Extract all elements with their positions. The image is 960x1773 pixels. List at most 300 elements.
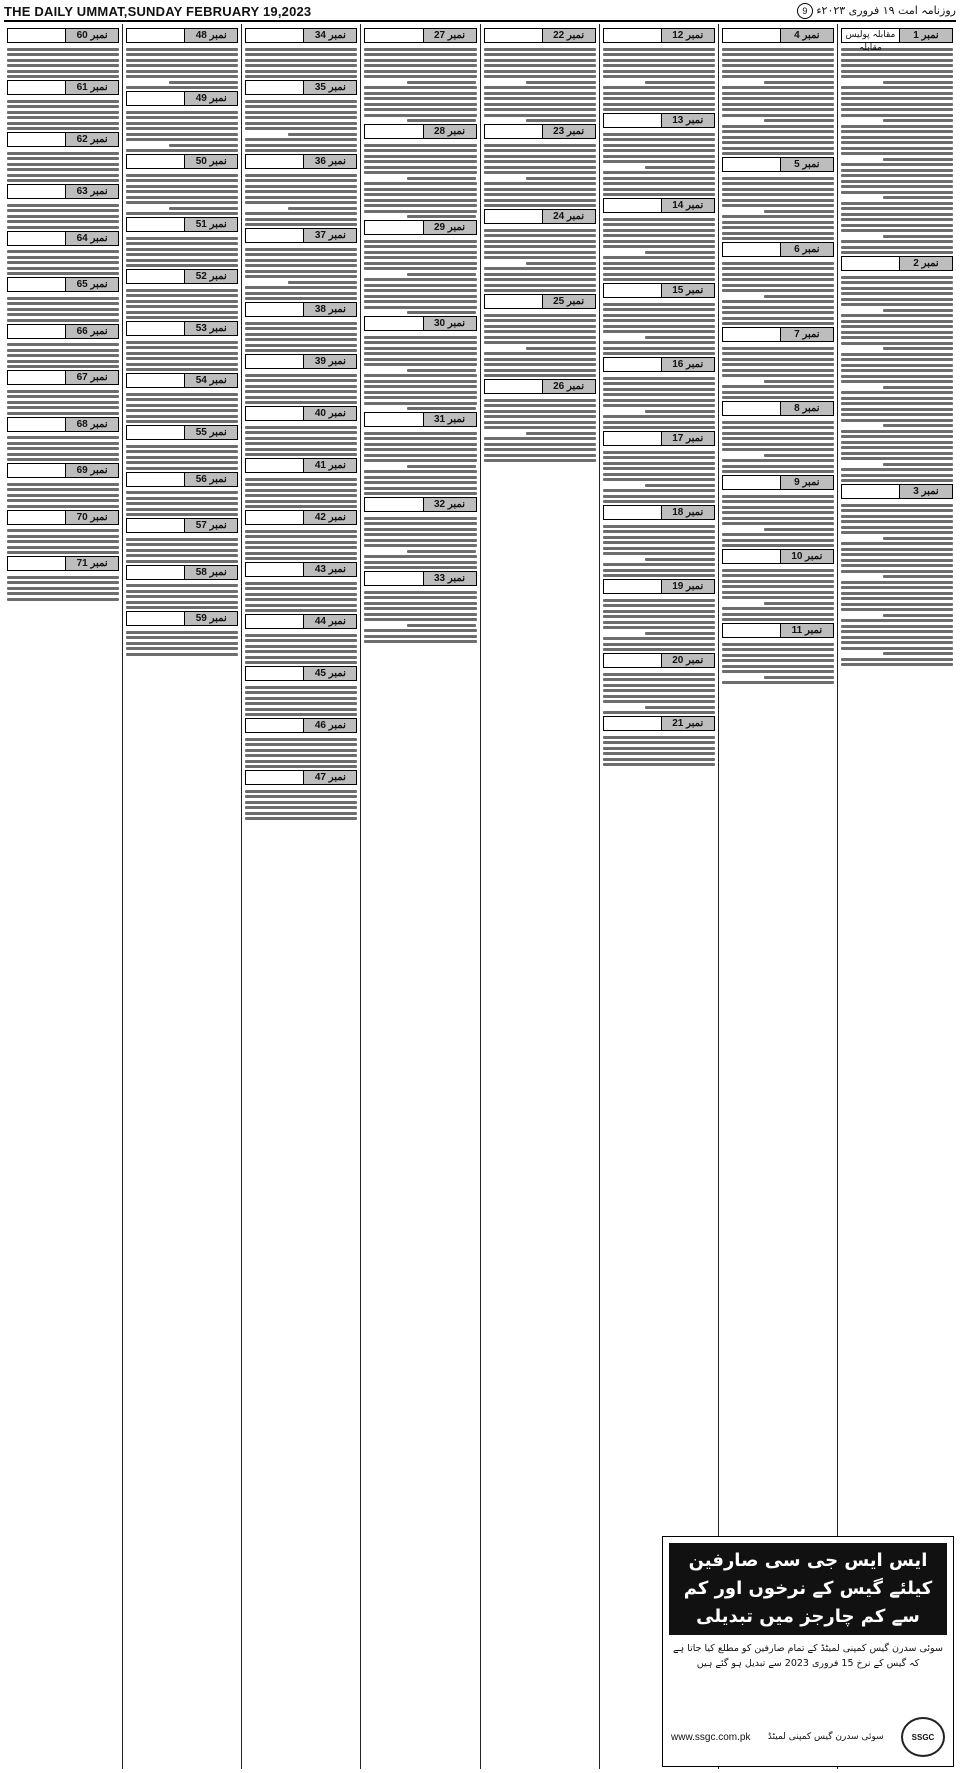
article-text bbox=[7, 248, 119, 276]
article-text bbox=[126, 390, 238, 423]
news-column bbox=[718, 24, 837, 1769]
section-title bbox=[723, 550, 780, 563]
article-text bbox=[126, 489, 238, 517]
section-header bbox=[364, 28, 476, 43]
news-column bbox=[480, 24, 599, 1769]
article-text bbox=[603, 130, 715, 196]
section-header bbox=[245, 666, 357, 681]
section-title bbox=[604, 199, 661, 212]
section-title bbox=[246, 563, 303, 576]
section-number: نمبر 32 bbox=[423, 498, 476, 511]
section-header bbox=[603, 198, 715, 213]
section-title bbox=[127, 270, 184, 283]
section-number: نمبر 71 bbox=[65, 557, 118, 570]
section-number: نمبر 47 bbox=[303, 771, 356, 784]
page-number-badge: 9 bbox=[797, 3, 813, 19]
article-text bbox=[126, 45, 238, 89]
section-number: نمبر 19 bbox=[661, 580, 714, 593]
section-number: نمبر 51 bbox=[184, 218, 237, 231]
section-header bbox=[722, 623, 834, 638]
article-text bbox=[722, 492, 834, 547]
section-title bbox=[127, 473, 184, 486]
article-text bbox=[245, 683, 357, 716]
article-text bbox=[126, 535, 238, 563]
section-number: نمبر 34 bbox=[303, 29, 356, 42]
article-text bbox=[603, 45, 715, 111]
section-title bbox=[8, 133, 65, 146]
article-text bbox=[364, 588, 476, 643]
section-number: نمبر 5 bbox=[780, 158, 833, 171]
section-header bbox=[7, 324, 119, 339]
section-header bbox=[126, 28, 238, 43]
article-text bbox=[603, 596, 715, 651]
section-header bbox=[603, 431, 715, 446]
section-number: نمبر 6 bbox=[780, 243, 833, 256]
section-title bbox=[485, 125, 542, 138]
section-number: نمبر 9 bbox=[780, 476, 833, 489]
section-title bbox=[8, 81, 65, 94]
section-number: نمبر 65 bbox=[65, 278, 118, 291]
section-number: نمبر 59 bbox=[184, 612, 237, 625]
article-text bbox=[245, 579, 357, 612]
section-title bbox=[723, 29, 780, 42]
section-title bbox=[723, 243, 780, 256]
article-text bbox=[126, 108, 238, 152]
section-number: نمبر 7 bbox=[780, 328, 833, 341]
ad-body-text: سوئی سدرن گیس کمپنی لمیٹڈ کے تمام صارفین کو مطلع کیا جاتا ہے کہ گیس کے نرخ 15 فروری 2023 سے تبدیل ہو گئے ہیں bbox=[673, 1643, 943, 1669]
section-header bbox=[126, 565, 238, 580]
section-header bbox=[722, 327, 834, 342]
section-header bbox=[126, 518, 238, 533]
article-text bbox=[364, 45, 476, 122]
section-number: نمبر 2 bbox=[899, 257, 952, 270]
section-number: نمبر 62 bbox=[65, 133, 118, 146]
article-text bbox=[7, 387, 119, 415]
section-title bbox=[127, 218, 184, 231]
section-title bbox=[365, 317, 422, 330]
article-text bbox=[245, 735, 357, 768]
article-text bbox=[245, 319, 357, 352]
section-number: نمبر 55 bbox=[184, 426, 237, 439]
section-header bbox=[603, 357, 715, 372]
section-header bbox=[841, 256, 953, 271]
section-number: نمبر 49 bbox=[184, 92, 237, 105]
section-header bbox=[245, 562, 357, 577]
section-header bbox=[722, 157, 834, 172]
section-number: نمبر 48 bbox=[184, 29, 237, 42]
section-number: نمبر 37 bbox=[303, 229, 356, 242]
section-header bbox=[603, 113, 715, 128]
section-title bbox=[723, 328, 780, 341]
news-column bbox=[360, 24, 479, 1769]
section-title bbox=[723, 476, 780, 489]
section-number: نمبر 36 bbox=[303, 155, 356, 168]
section-number: نمبر 15 bbox=[661, 284, 714, 297]
article-text bbox=[722, 45, 834, 155]
section-title bbox=[8, 511, 65, 524]
article-text bbox=[126, 171, 238, 215]
section-number: نمبر 33 bbox=[423, 572, 476, 585]
section-title bbox=[604, 580, 661, 593]
section-number: نمبر 41 bbox=[303, 459, 356, 472]
section-header bbox=[364, 220, 476, 235]
article-text bbox=[245, 45, 357, 78]
section-header bbox=[603, 28, 715, 43]
section-header bbox=[484, 28, 596, 43]
section-header bbox=[7, 556, 119, 571]
section-title bbox=[127, 322, 184, 335]
section-title bbox=[485, 380, 542, 393]
section-header bbox=[245, 718, 357, 733]
section-title bbox=[604, 654, 661, 667]
section-number: نمبر 40 bbox=[303, 407, 356, 420]
section-number: نمبر 69 bbox=[65, 464, 118, 477]
article-text bbox=[7, 149, 119, 182]
section-header bbox=[841, 484, 953, 499]
section-number: نمبر 58 bbox=[184, 566, 237, 579]
article-text bbox=[364, 333, 476, 410]
section-number: نمبر 53 bbox=[184, 322, 237, 335]
article-text bbox=[603, 733, 715, 766]
section-number: نمبر 57 bbox=[184, 519, 237, 532]
article-text bbox=[603, 448, 715, 503]
section-title bbox=[8, 371, 65, 384]
section-number: نمبر 50 bbox=[184, 155, 237, 168]
section-number: نمبر 29 bbox=[423, 221, 476, 234]
article-text bbox=[484, 396, 596, 462]
section-header bbox=[364, 497, 476, 512]
section-number: نمبر 22 bbox=[542, 29, 595, 42]
section-number: نمبر 28 bbox=[423, 125, 476, 138]
section-header bbox=[722, 475, 834, 490]
section-number: نمبر 10 bbox=[780, 550, 833, 563]
section-title bbox=[842, 257, 899, 270]
section-header bbox=[364, 316, 476, 331]
news-column bbox=[4, 24, 122, 1769]
article-text bbox=[603, 374, 715, 429]
section-number: نمبر 60 bbox=[65, 29, 118, 42]
section-header bbox=[245, 354, 357, 369]
article-text bbox=[7, 573, 119, 601]
section-title bbox=[8, 464, 65, 477]
article-text bbox=[7, 341, 119, 369]
article-text bbox=[364, 429, 476, 495]
section-header bbox=[603, 505, 715, 520]
section-title bbox=[246, 615, 303, 628]
section-header bbox=[722, 28, 834, 43]
section-header bbox=[484, 294, 596, 309]
article-text bbox=[7, 480, 119, 508]
section-title bbox=[246, 719, 303, 732]
article-text bbox=[7, 527, 119, 555]
section-header bbox=[245, 80, 357, 95]
article-text bbox=[126, 234, 238, 267]
article-text bbox=[245, 475, 357, 508]
article-text bbox=[364, 237, 476, 314]
section-title bbox=[604, 29, 661, 42]
article-text bbox=[841, 45, 953, 254]
section-title bbox=[246, 229, 303, 242]
section-number: نمبر 45 bbox=[303, 667, 356, 680]
article-text bbox=[484, 226, 596, 292]
section-header bbox=[126, 373, 238, 388]
article-text bbox=[722, 640, 834, 684]
section-title bbox=[127, 92, 184, 105]
section-title bbox=[246, 81, 303, 94]
section-number: نمبر 26 bbox=[542, 380, 595, 393]
article-text bbox=[245, 97, 357, 152]
section-title bbox=[8, 29, 65, 42]
section-header bbox=[484, 209, 596, 224]
article-text bbox=[245, 527, 357, 560]
section-title bbox=[127, 155, 184, 168]
article-text bbox=[722, 259, 834, 325]
section-number: نمبر 17 bbox=[661, 432, 714, 445]
section-header bbox=[7, 132, 119, 147]
article-text bbox=[245, 171, 357, 226]
article-text bbox=[722, 344, 834, 399]
section-title bbox=[8, 232, 65, 245]
ad-company-name: سوئی سدرن گیس کمپنی لمیٹڈ bbox=[767, 1732, 884, 1742]
section-number: نمبر 13 bbox=[661, 114, 714, 127]
article-text bbox=[484, 311, 596, 377]
section-number: نمبر 64 bbox=[65, 232, 118, 245]
article-text bbox=[603, 670, 715, 714]
article-text bbox=[245, 787, 357, 820]
article-text bbox=[722, 174, 834, 240]
section-header bbox=[722, 242, 834, 257]
article-text bbox=[7, 97, 119, 130]
section-number: نمبر 18 bbox=[661, 506, 714, 519]
masthead-english-title: THE DAILY UMMAT,SUNDAY FEBRUARY 19,2023 bbox=[4, 3, 312, 19]
section-title bbox=[246, 355, 303, 368]
section-header bbox=[126, 321, 238, 336]
section-title bbox=[485, 295, 542, 308]
section-number: نمبر 23 bbox=[542, 125, 595, 138]
section-header bbox=[7, 510, 119, 525]
section-header bbox=[841, 28, 953, 53]
section-header bbox=[7, 417, 119, 432]
section-header bbox=[603, 653, 715, 668]
section-number: نمبر 27 bbox=[423, 29, 476, 42]
section-title bbox=[127, 426, 184, 439]
section-number: نمبر 70 bbox=[65, 511, 118, 524]
section-number: نمبر 35 bbox=[303, 81, 356, 94]
section-title bbox=[365, 221, 422, 234]
section-header bbox=[603, 716, 715, 731]
article-text bbox=[841, 273, 953, 482]
article-text bbox=[7, 45, 119, 78]
article-text bbox=[722, 566, 834, 621]
section-title bbox=[246, 667, 303, 680]
ad-headline: ایس ایس جی سی صارفین کیلئے گیس کے نرخوں اور کم سے کم چارجز میں تبدیلی bbox=[669, 1543, 947, 1635]
section-number: نمبر 31 bbox=[423, 413, 476, 426]
section-header bbox=[245, 510, 357, 525]
section-number: نمبر 52 bbox=[184, 270, 237, 283]
section-number: نمبر 56 bbox=[184, 473, 237, 486]
news-column bbox=[837, 24, 956, 1769]
section-title bbox=[365, 29, 422, 42]
section-header bbox=[245, 28, 357, 43]
article-text bbox=[245, 371, 357, 404]
article-text bbox=[603, 300, 715, 355]
section-title bbox=[365, 413, 422, 426]
section-header bbox=[364, 571, 476, 586]
section-number: نمبر 8 bbox=[780, 402, 833, 415]
section-number: نمبر 4 bbox=[780, 29, 833, 42]
section-title bbox=[604, 506, 661, 519]
article-text bbox=[245, 631, 357, 664]
article-text bbox=[364, 514, 476, 569]
section-number: نمبر 24 bbox=[542, 210, 595, 223]
article-text bbox=[722, 418, 834, 473]
section-title bbox=[604, 358, 661, 371]
section-title bbox=[8, 185, 65, 198]
section-title bbox=[604, 432, 661, 445]
masthead-urdu-title bbox=[793, 3, 956, 19]
section-header bbox=[364, 412, 476, 427]
section-header bbox=[245, 228, 357, 243]
section-number: نمبر 63 bbox=[65, 185, 118, 198]
section-header bbox=[7, 80, 119, 95]
section-title bbox=[246, 459, 303, 472]
section-number: نمبر 43 bbox=[303, 563, 356, 576]
section-title bbox=[604, 114, 661, 127]
section-header bbox=[126, 154, 238, 169]
article-text bbox=[484, 141, 596, 207]
columns-container bbox=[4, 24, 956, 1769]
section-header bbox=[126, 425, 238, 440]
article-text bbox=[364, 141, 476, 218]
section-number: نمبر 20 bbox=[661, 654, 714, 667]
section-title bbox=[842, 485, 899, 498]
section-number: نمبر 25 bbox=[542, 295, 595, 308]
section-header bbox=[245, 154, 357, 169]
section-title bbox=[8, 325, 65, 338]
article-text bbox=[126, 338, 238, 371]
section-number: نمبر 66 bbox=[65, 325, 118, 338]
section-header bbox=[484, 124, 596, 139]
ssgc-advertisement bbox=[662, 1536, 954, 1767]
section-header bbox=[126, 269, 238, 284]
masthead-urdu-date: روزنامہ امت ۱۹ فروری ۲۰۲۳ء bbox=[816, 4, 956, 17]
section-header bbox=[245, 770, 357, 785]
article-text bbox=[7, 434, 119, 462]
section-title bbox=[246, 155, 303, 168]
masthead bbox=[4, 2, 956, 22]
news-column bbox=[122, 24, 241, 1769]
article-text bbox=[841, 501, 953, 666]
section-title bbox=[8, 557, 65, 570]
section-number: نمبر 54 bbox=[184, 374, 237, 387]
section-header bbox=[126, 472, 238, 487]
section-header bbox=[245, 458, 357, 473]
section-number: نمبر 30 bbox=[423, 317, 476, 330]
section-header bbox=[7, 184, 119, 199]
section-header bbox=[126, 611, 238, 626]
section-header bbox=[126, 91, 238, 106]
article-text bbox=[7, 201, 119, 229]
ad-footer bbox=[671, 1716, 945, 1758]
section-title bbox=[604, 717, 661, 730]
section-number: نمبر 68 bbox=[65, 418, 118, 431]
section-header bbox=[603, 283, 715, 298]
section-title bbox=[246, 29, 303, 42]
section-header bbox=[722, 549, 834, 564]
article-text bbox=[245, 245, 357, 300]
section-header bbox=[603, 579, 715, 594]
section-title bbox=[8, 278, 65, 291]
section-title bbox=[127, 566, 184, 579]
section-header bbox=[7, 231, 119, 246]
section-title bbox=[246, 407, 303, 420]
section-number: نمبر 46 bbox=[303, 719, 356, 732]
section-title bbox=[246, 303, 303, 316]
section-number: نمبر 42 bbox=[303, 511, 356, 524]
section-header bbox=[7, 370, 119, 385]
section-title bbox=[127, 519, 184, 532]
section-header bbox=[245, 614, 357, 629]
article-text bbox=[245, 423, 357, 456]
section-title bbox=[723, 624, 780, 637]
section-number: نمبر 11 bbox=[780, 624, 833, 637]
section-number: نمبر 44 bbox=[303, 615, 356, 628]
section-title bbox=[127, 29, 184, 42]
section-header bbox=[722, 401, 834, 416]
section-title bbox=[723, 158, 780, 171]
section-header bbox=[7, 28, 119, 43]
section-number: نمبر 38 bbox=[303, 303, 356, 316]
section-title: مقابلہ پولیس مقابلہ bbox=[845, 30, 896, 53]
section-title bbox=[365, 125, 422, 138]
section-title bbox=[365, 498, 422, 511]
article-text bbox=[603, 215, 715, 281]
section-number: نمبر 3 bbox=[899, 485, 952, 498]
section-title bbox=[604, 284, 661, 297]
section-number: نمبر 39 bbox=[303, 355, 356, 368]
section-number: نمبر 14 bbox=[661, 199, 714, 212]
section-header bbox=[245, 406, 357, 421]
section-number: نمبر 21 bbox=[661, 717, 714, 730]
news-column bbox=[241, 24, 360, 1769]
section-number: نمبر 12 bbox=[661, 29, 714, 42]
section-header bbox=[7, 463, 119, 478]
section-title bbox=[485, 210, 542, 223]
article-text bbox=[126, 286, 238, 319]
section-title bbox=[365, 572, 422, 585]
section-number: نمبر 67 bbox=[65, 371, 118, 384]
article-text bbox=[126, 582, 238, 610]
section-header bbox=[484, 379, 596, 394]
section-number: نمبر 1 bbox=[899, 29, 952, 42]
section-title bbox=[8, 418, 65, 431]
section-header bbox=[245, 302, 357, 317]
section-title bbox=[127, 612, 184, 625]
ad-website[interactable]: www.ssgc.com.pk bbox=[671, 1731, 751, 1743]
ssgc-logo-icon: SSGC bbox=[901, 1717, 945, 1757]
section-header bbox=[364, 124, 476, 139]
section-title bbox=[246, 511, 303, 524]
section-title bbox=[485, 29, 542, 42]
section-title bbox=[246, 771, 303, 784]
section-title bbox=[127, 374, 184, 387]
article-text bbox=[484, 45, 596, 122]
news-column bbox=[599, 24, 718, 1769]
section-number: نمبر 16 bbox=[661, 358, 714, 371]
article-text bbox=[126, 442, 238, 470]
section-title bbox=[723, 402, 780, 415]
section-header bbox=[7, 277, 119, 292]
